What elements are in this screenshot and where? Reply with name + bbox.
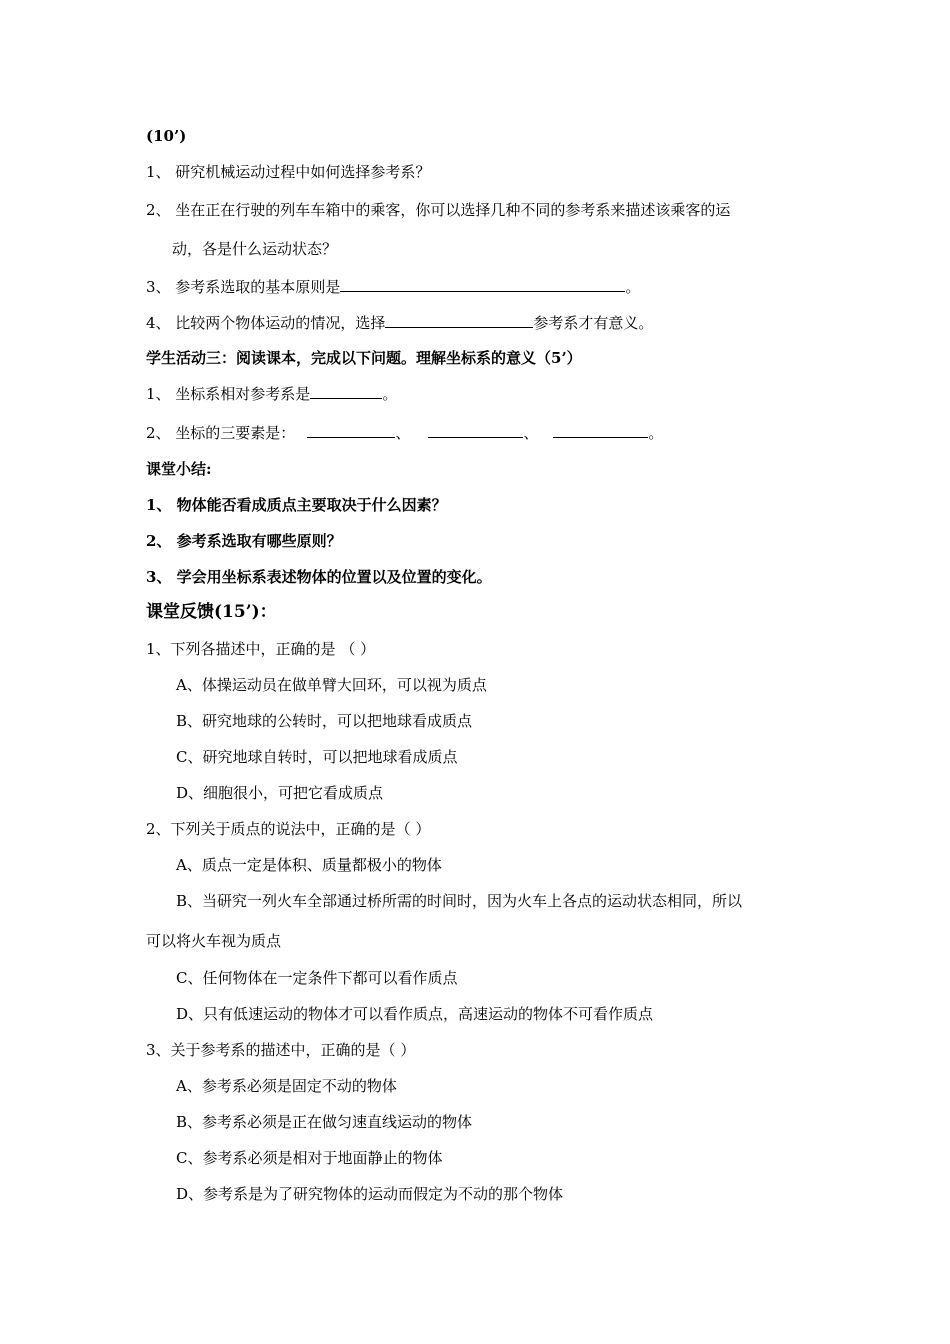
- separator: 、: [523, 424, 539, 442]
- answer-blank[interactable]: [428, 422, 523, 438]
- answer-option[interactable]: C、参考系必须是相对于地面静止的物体: [176, 1149, 443, 1167]
- question-coordinate-elements: [146, 422, 663, 443]
- question-basic-principle: [146, 276, 640, 297]
- answer-option[interactable]: C、研究地球自转时，可以把地球看成质点: [176, 748, 458, 766]
- feedback-question-stem: 3、关于参考系的描述中，正确的是（ ）: [146, 1041, 416, 1059]
- question-basic-principle-text: 3、 参考系选取的基本原则是: [146, 278, 341, 296]
- answer-option[interactable]: B、参考系必须是正在做匀速直线运动的物体: [176, 1113, 473, 1131]
- answer-blank[interactable]: [553, 422, 648, 438]
- feedback-title: 课堂反馈(15’)：: [146, 602, 277, 622]
- question-compare-motion-end: 参考系才有意义。: [533, 314, 654, 332]
- question-passenger-line2: 动，各是什么运动状态？: [172, 240, 338, 258]
- answer-option[interactable]: D、细胞很小，可把它看成质点: [176, 784, 384, 802]
- question-basic-principle-end: 。: [625, 278, 641, 296]
- answer-option[interactable]: A、参考系必须是固定不动的物体: [176, 1077, 397, 1095]
- answer-option[interactable]: A、体操运动员在做单臂大回环，可以视为质点: [176, 676, 487, 694]
- question-coordinate-elements-text: 2、 坐标的三要素是：: [146, 424, 296, 442]
- question-coordinate-relative-end: 。: [382, 385, 398, 403]
- activity3-title: 学生活动三：阅读课本，完成以下问题。理解坐标系的意义（5’）: [146, 349, 582, 367]
- answer-blank[interactable]: [307, 422, 395, 438]
- answer-option[interactable]: A、质点一定是体积、质量都极小的物体: [176, 856, 442, 874]
- summary-item: 3、 学会用坐标系表述物体的位置以及位置的变化。: [146, 568, 492, 586]
- answer-blank[interactable]: [310, 383, 382, 399]
- answer-option[interactable]: C、任何物体在一定条件下都可以看作质点: [176, 969, 458, 987]
- answer-blank[interactable]: [340, 276, 625, 292]
- feedback-question-stem: 1、下列各描述中，正确的是 （ ）: [146, 640, 376, 658]
- summary-item: 2、 参考系选取有哪些原则？: [146, 532, 342, 550]
- answer-option[interactable]: B、当研究一列火车全部通过桥所需的时间时，因为火车上各点的运动状态相同，所以: [176, 892, 743, 910]
- separator: 、: [395, 424, 411, 442]
- summary-item: 1、 物体能否看成质点主要取决于什么因素？: [146, 496, 447, 514]
- summary-title: 课堂小结:: [146, 460, 212, 478]
- section-time-header: (10’): [146, 127, 187, 145]
- question-coordinate-relative: [146, 383, 397, 404]
- question-compare-motion-text: 4、 比较两个物体运动的情况，选择: [146, 314, 386, 332]
- question-passenger-line1: 2、 坐在正在行驶的列车车箱中的乘客，你可以选择几种不同的参考系来描述该乘客的运: [146, 201, 731, 219]
- answer-blank[interactable]: [385, 312, 533, 328]
- answer-option[interactable]: D、参考系是为了研究物体的运动而假定为不动的那个物体: [176, 1185, 564, 1203]
- question-coordinate-elements-end: 。: [648, 424, 664, 442]
- answer-option[interactable]: D、只有低速运动的物体才可以看作质点，高速运动的物体不可看作质点: [176, 1005, 654, 1023]
- question-choose-reference: 1、 研究机械运动过程中如何选择参考系？: [146, 163, 431, 181]
- question-coordinate-relative-text: 1、 坐标系相对参考系是: [146, 385, 311, 403]
- answer-option[interactable]: B、研究地球的公转时，可以把地球看成质点: [176, 712, 473, 730]
- answer-option-continuation: 可以将火车视为质点: [146, 932, 282, 950]
- question-compare-motion: [146, 312, 653, 333]
- feedback-question-stem: 2、下列关于质点的说法中，正确的是（ ）: [146, 820, 431, 838]
